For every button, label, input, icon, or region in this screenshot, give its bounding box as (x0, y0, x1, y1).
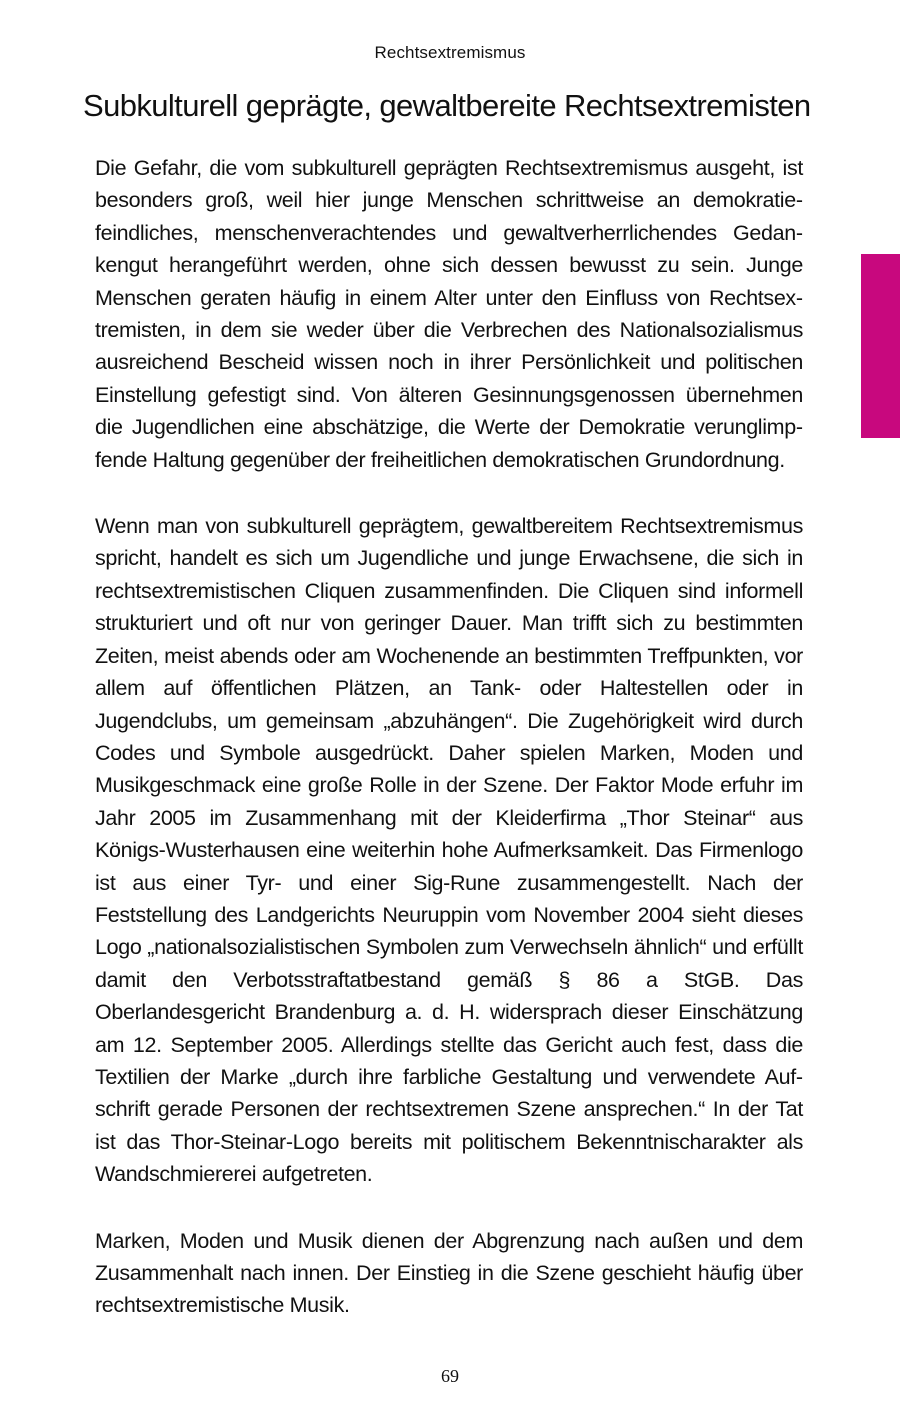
chapter-marker-tab (861, 254, 900, 438)
paragraph-1: Die Gefahr, die vom subkulturell geprägten Rechtsextremismus ausgeht, ist besonders groß, weil hier junge Menschen schrittweise an demokratiefeindliches, menschenverachtendes und gewaltverherrlichendes Gedankengut herangeführt werden, ohne sich dessen bewusst zu sein. Junge Menschen geraten häufig in einem Alter unter den Einfluss von Rechtsextremisten, in dem sie weder über die Verbrechen des Nationalsozialismus ausreichend Bescheid wissen noch in ihrer Persönlichkeit und politischen Einstellung gefestigt sind. Von älteren Gesinnungsgenossen übernehmen die Jugendlichen eine abschätzige, die Werte der Demokratie verunglimpfende Haltung gegenüber der freiheitlichen demokratischen Grundordnung. (95, 156, 803, 472)
body-text (95, 152, 803, 1356)
paragraph-2: Wenn man von subkulturell geprägtem, gewaltbereitem Rechtsextremismus spricht, handelt es sich um Jugendliche und junge Erwachsene, die sich in rechtsextremistischen Cliquen zusammenfinden. Die Cliquen sind informell strukturiert und oft nur von geringer Dauer. Man trifft sich zu bestimmten Zeiten, meist abends oder am Wochenende an bestimmten Treffpunkten, vor allem auf öffentlichen Plätzen, an Tank- oder Haltestellen oder in Jugendclubs, um gemeinsam „abzuhängen“. Die Zugehörigkeit wird durch Codes und Symbole ausgedrückt. Daher spielen Marken, Moden und Musikgeschmack eine große Rolle in der Szene. Der Faktor Mode erfuhr im Jahr 2005 im Zusammenhang mit der Kleiderfirma „Thor Steinar“ aus Königs-Wusterhausen eine weiterhin hohe Aufmerksamkeit. Das Firmenlogo ist aus einer Tyr- und einer Sig-Rune zusammengestellt. Nach der Feststellung des Landgerichts Neuruppin vom November 2004 sieht dieses Logo „nationalsozialistischen Symbolen zum Verwechseln ähnlich“ und erfüllt damit den Verbotsstraftatbestand gemäß § 86 a StGB. Das Oberlandesgericht Brandenburg a. d. H. widersprach dieser Einschätzung am 12. September 2005. Allerdings stellte das Gericht auch fest, dass die Textilien der Marke „durch ihre farbliche Gestaltung und verwendete Aufschrift gerade Personen der rechtsextremen Szene ansprechen.“ In der Tat ist das Thor-Steinar-Logo bereits mit politischem Bekenntnischarakter als Wandschmiererei aufgetreten. (95, 514, 803, 1187)
section-title: Subkulturell geprägte, gewaltbereite Rechtsextremisten (83, 88, 811, 123)
running-head: Rechtsextremismus (374, 43, 526, 62)
page-number: 69 (441, 1366, 459, 1386)
paragraph-3: Marken, Moden und Musik dienen der Abgrenzung nach außen und dem Zusammenhalt nach innen. Der Einstieg in die Szene geschieht häufig über rechtsextremistische Musik. (95, 1228, 803, 1318)
